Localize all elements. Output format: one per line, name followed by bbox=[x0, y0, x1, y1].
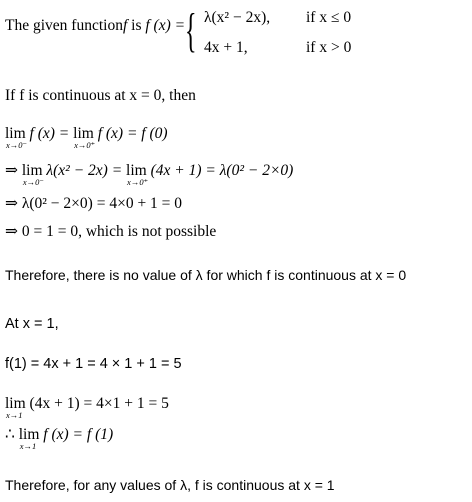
limit-x-to-1-b: lim x→1 bbox=[18, 426, 40, 451]
limit-left-sub: x→0⁻ bbox=[6, 140, 28, 150]
step-4: ⇒ 0 = 1 = 0, which is not possible bbox=[5, 223, 217, 240]
limit-equation-2: ⇒ lim x→0⁻ λ(x² − 2x) = lim x→0⁺ (4x + 1) = λ(0² − 2×0) bbox=[5, 162, 294, 187]
limit-at-1: lim x→1 (4x + 1) = 4×1 + 1 = 5 bbox=[5, 395, 169, 420]
limit-equation-1 bbox=[5, 125, 168, 150]
given-text: The given function bbox=[5, 17, 123, 34]
limit-right-fx: f (x) = f (0) bbox=[97, 125, 168, 142]
piecewise-brace: { bbox=[185, 4, 197, 57]
step2-limit-left: lim x→0⁻ bbox=[21, 162, 44, 187]
limit-x-to-1: lim x→1 bbox=[5, 395, 26, 420]
conclusion-2: Therefore, for any values of λ, f is continuous at x = 1 bbox=[5, 477, 335, 493]
limit-left-fx: f (x) = bbox=[29, 125, 74, 142]
case-1-expression: λ(x² − 2x), bbox=[204, 9, 271, 26]
case-2-condition: if x > 0 bbox=[306, 39, 352, 56]
continuity-assumption: If f is continuous at x = 0, then bbox=[5, 87, 196, 104]
step-3: ⇒ λ(0² − 2×0) = 4×0 + 1 = 0 bbox=[5, 195, 183, 212]
given-function-line bbox=[5, 18, 185, 34]
limit-left: lim x→0⁻ bbox=[5, 125, 28, 150]
limit-right: lim x→0⁺ bbox=[73, 125, 96, 150]
at-x-equals-1: At x = 1, bbox=[5, 316, 59, 332]
case-2-expression: 4x + 1, bbox=[204, 39, 248, 56]
given-lhs: f (x) = bbox=[145, 17, 186, 34]
case-1-condition: if x ≤ 0 bbox=[306, 9, 352, 26]
limit-equals-f1: ∴ lim x→1 f (x) = f (1) bbox=[5, 426, 114, 451]
conclusion-1: Therefore, there is no value of λ for which f is continuous at x = 0 bbox=[5, 267, 407, 283]
step2-limit-right: lim x→0⁺ bbox=[126, 162, 149, 187]
given-f: f bbox=[122, 17, 128, 34]
limit-right-sub: x→0⁺ bbox=[74, 140, 96, 150]
f-of-1: f(1) = 4x + 1 = 4 × 1 + 1 = 5 bbox=[5, 356, 182, 372]
given-is: is bbox=[127, 17, 146, 34]
